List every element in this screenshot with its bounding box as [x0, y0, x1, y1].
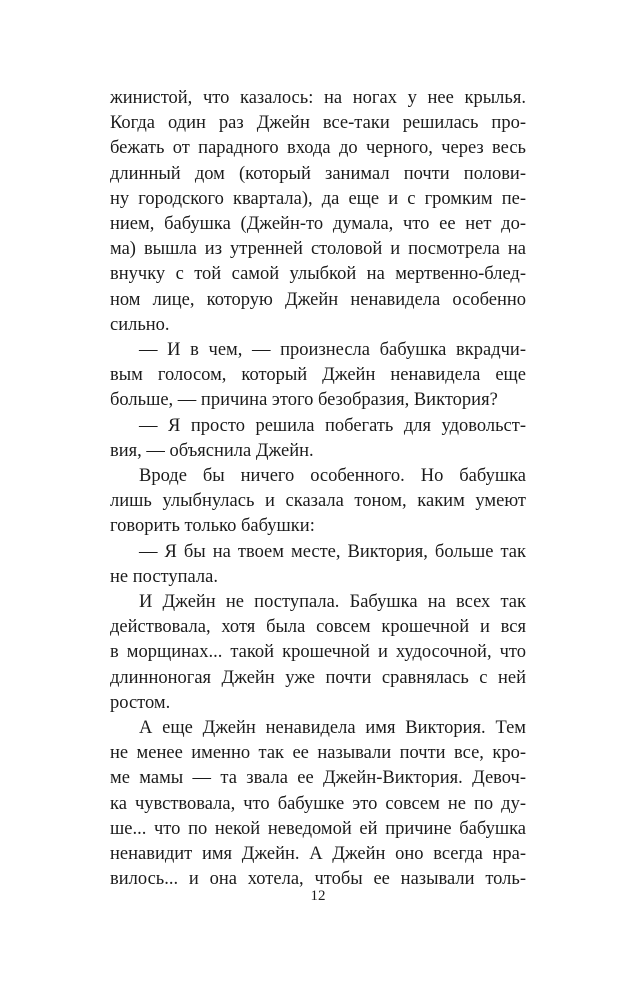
text-line: ка чувствовала, что бабушке это совсем не по ду-	[110, 793, 526, 814]
text-line: ше... что по некой неведомой ей причине бабушка	[110, 818, 526, 839]
text-line: бежать от парадного входа до черного, через весь	[110, 138, 526, 159]
text-line: — И в чем, — произнесла бабушка вкрадчи-	[139, 340, 526, 361]
text-line: А еще Джейн ненавидела имя Виктория. Тем	[139, 718, 526, 739]
text-line: ном лице, которую Джейн ненавидела особенно	[110, 289, 526, 310]
text-line: больше, — причина этого безобразия, Виктория?	[110, 390, 498, 411]
text-line: в морщинах... такой крошечной и худосочной, что	[110, 642, 526, 663]
text-line: ростом.	[110, 692, 171, 713]
text-line: Вроде бы ничего особенного. Но бабушка	[139, 466, 526, 487]
text-line: вым голосом, который Джейн ненавидела еще	[110, 365, 526, 386]
page-number: 12	[310, 888, 326, 904]
text-line: ну городского квартала), да еще и с громким пе-	[110, 188, 526, 209]
text-line: — Я бы на твоем месте, Виктория, больше так	[139, 541, 526, 562]
text-line: длинный дом (который занимал почти полови-	[110, 163, 526, 184]
text-line: не поступала.	[110, 566, 218, 587]
text-line: И Джейн не поступала. Бабушка на всех так	[139, 592, 526, 613]
text-line: внучку с той самой улыбкой на мертвенно-блед-	[110, 264, 526, 285]
text-line: — Я просто решила побегать для удовольст-	[139, 415, 526, 436]
text-line: не менее именно так ее называли почти все, кро-	[110, 743, 526, 764]
text-line: жинистой, что казалось: на ногах у нее крылья.	[110, 88, 526, 108]
text-block	[110, 86, 526, 893]
text-line: действовала, хотя была совсем крошечной и вся	[110, 617, 526, 638]
text-line: вилось... и она хотела, чтобы ее называли толь-	[110, 869, 526, 890]
text-line: Когда один раз Джейн все-таки решилась про-	[110, 113, 526, 134]
text-line: длинноногая Джейн уже почти сравнялась с ней	[110, 667, 526, 688]
text-line: нием, бабушка (Джейн-то думала, что ее нет до-	[110, 214, 526, 235]
text-line: сильно.	[110, 314, 170, 335]
text-line: говорить только бабушки:	[110, 516, 315, 537]
text-line: ма) вышла из утренней столовой и посмотрела на	[110, 239, 526, 260]
text-line: вия, — объяснила Джейн.	[110, 440, 314, 461]
text-line: лишь улыбнулась и сказала тоном, каким умеют	[110, 491, 526, 512]
text-line: ме мамы — та звала ее Джейн-Виктория. Девоч-	[110, 768, 526, 789]
text-line: ненавидит имя Джейн. А Джейн оно всегда нра-	[110, 844, 526, 865]
